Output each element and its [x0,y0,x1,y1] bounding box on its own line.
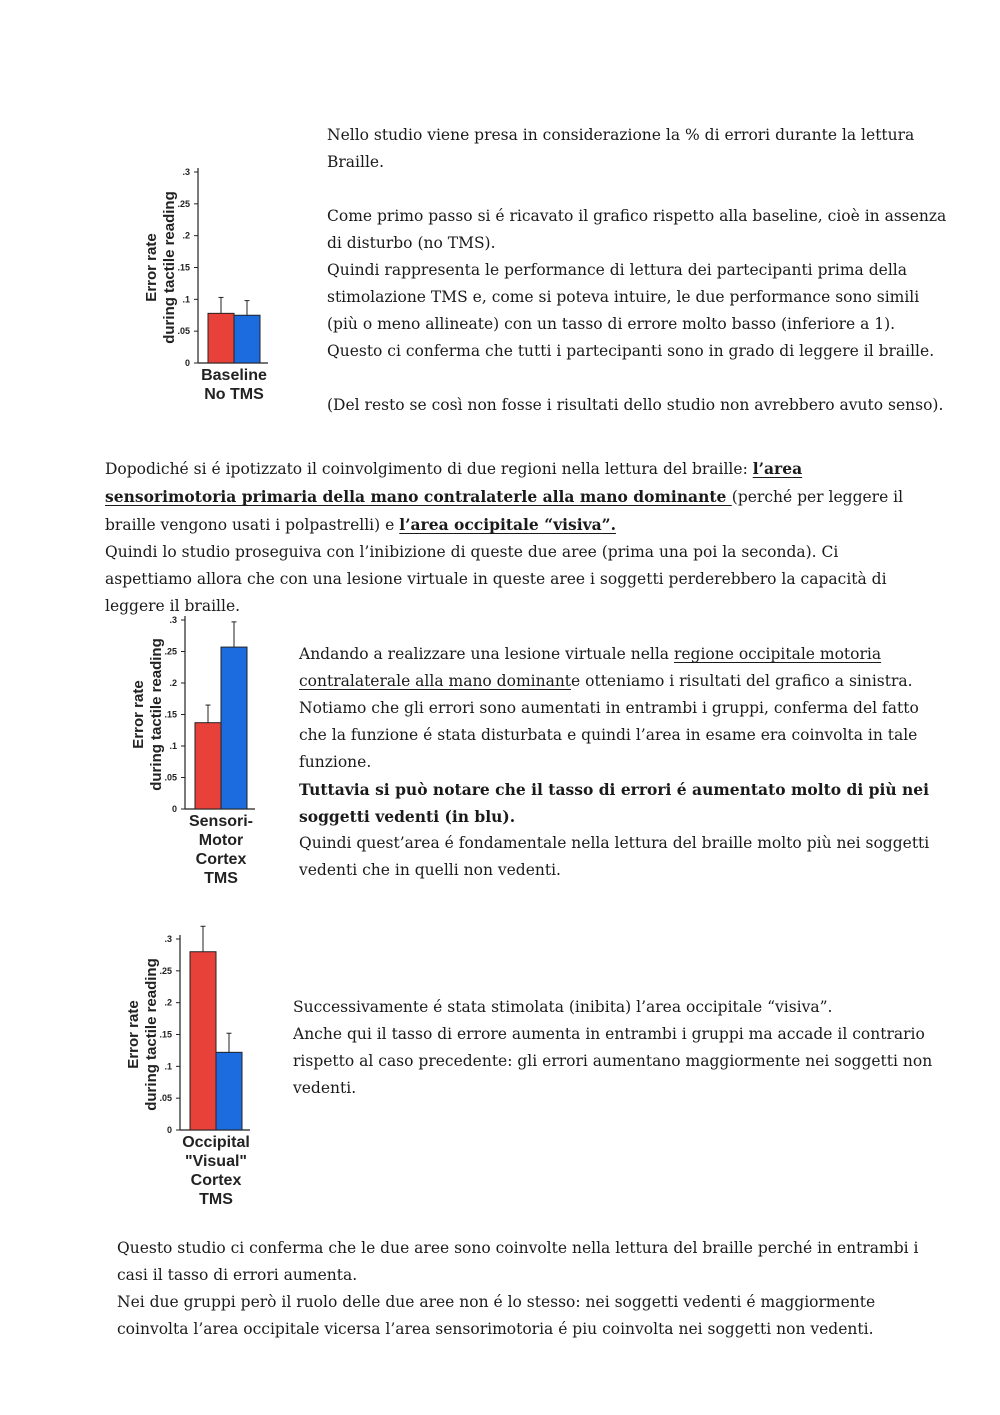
x-category-label: Cortex [190,1172,242,1189]
y-tick-label: .25 [164,646,177,657]
y-tick-label: .3 [169,615,177,625]
y-tick-label: .1 [182,294,190,305]
y-axis-label: Error rate [143,233,160,302]
y-tick-label: .2 [164,997,172,1008]
sighted-emphasis-paragraph: Tuttavia si può notare che il tasso di errori é aumentato molto di più nei soggetti vedenti (in blu). [299,780,930,826]
y-tick-label: .3 [164,934,172,944]
motor-region-underlined: regione occipitale motoria contralaterale alla mano dominant [299,645,882,690]
y-tick-label: .3 [182,167,190,177]
occipital-chart-svg [97,925,277,1220]
y-tick-label: 0 [171,804,177,814]
summary-paragraph-2: Nei due gruppi però il ruolo delle due aree non é lo stesso: nei soggetti vedenti é maggiormente coinvolta l’area occipitale vicersa l’area sensorimotoria é piu coinvolta nei soggetti non vedenti. [117,1293,876,1338]
x-category-label: TMS [199,1191,233,1208]
summary-paragraph-1: Questo studio ci conferma che le due aree sono coinvolte nella lettura del braille perché in entrambi i casi il tasso di errori aumenta. [117,1239,919,1284]
lesion-text-2: e otteniamo i risultati del grafico a sinistra. [571,672,913,690]
y-tick-label: .25 [159,965,172,976]
bar-blind [208,313,234,363]
contrary-result-paragraph: Anche qui il tasso di errore aumenta in entrambi i gruppi ma accade il contrario rispetto al caso precedente: gli errori aumentano maggiormente nei soggetti non vedenti. [293,1025,933,1097]
errors-paragraph: Notiamo che gli errori sono aumentati in entrambi i gruppi, conferma del fatto che la funzione é stata disturbata e quindi l’area in esame era coinvolta in tale funzione. [299,699,919,771]
y-axis-label: during tactile reading [143,958,160,1111]
y-axis-label: during tactile reading [161,191,178,344]
x-category-label: Occipital [182,1134,250,1151]
y-tick-label: .15 [159,1029,172,1040]
x-category-label: Cortex [195,851,247,868]
section1-text [327,122,952,419]
y-tick-label: .2 [169,678,177,688]
intro-paragraph: Nello studio viene presa in considerazione la % di errori durante la lettura Braille. [327,126,915,171]
bar-sighted [221,647,247,809]
y-tick-label: .1 [169,741,177,751]
y-tick-label: .1 [164,1061,172,1072]
x-category-label: Baseline [201,367,267,384]
y-tick-label: .2 [182,230,190,241]
inhibition-paragraph: Quindi lo studio proseguiva con l’inibizione di queste due aree (prima una poi la seconda). Ci aspettiamo allora che con una lesione virtuale in queste aree i soggetti perderebbero la capacità di leggere il braille. [105,543,887,615]
occipital-chart [97,925,277,1220]
performance-paragraph: Quindi rappresenta le performance di lettura dei partecipanti prima della stimolazione TMS e, come si poteva intuire, le due performance sono simili (più o meno allineate) con un tasso di errore molto basso (inferiore a 1). [327,261,920,333]
x-category-label: No TMS [204,386,264,403]
y-tick-label: 0 [184,358,190,368]
baseline-chart-svg [120,158,300,408]
y-tick-label: .15 [177,262,190,273]
hypothesis-text-2: (perché per leggere il braille vengono usati i polpastrelli) e [105,488,904,534]
visual-cortex-paragraph: Successivamente é stata stimolata (inibita) l’area occipitale “visiva”. [293,998,833,1016]
y-tick-label: 0 [166,1125,172,1135]
section3-text [299,641,944,884]
y-tick-label: .15 [164,709,177,720]
sensorimotor-chart-svg [97,606,277,896]
y-axis-label: Error rate [125,1000,142,1069]
lesion-paragraph [299,641,944,695]
occipital-area-emphasis: l’area occipitale “visiva”. [399,515,616,534]
section5-text [117,1235,937,1343]
y-tick-label: .05 [164,772,177,783]
y-tick-label: .25 [177,198,190,209]
bar-sighted [216,1052,242,1130]
section4-text [293,994,958,1102]
x-category-label: Sensori- [188,813,254,830]
y-tick-label: .05 [159,1093,172,1104]
bar-blind [195,723,221,809]
x-category-label: TMS [204,870,238,887]
y-axis-label: during tactile reading [148,638,165,791]
y-tick-label: .05 [177,326,190,337]
bar-sighted [234,315,260,363]
sensorimotor-area-emphasis: l’area sensorimotoria primaria della mano contralaterle alla mano dominante [105,459,803,506]
lesion-text: Andando a realizzare una lesione virtuale nella [299,645,674,663]
note-paragraph: (Del resto se così non fosse i risultati dello studio non avrebbero avuto senso). [327,396,944,414]
baseline-chart [120,158,300,408]
conclusion-area-paragraph: Quindi quest’area é fondamentale nella lettura del braille molto più nei soggetti vedenti che in quelli non vedenti. [299,834,930,879]
section2-text [105,455,915,620]
y-axis-label: Error rate [130,680,147,749]
hypothesis-text: Dopodiché si é ipotizzato il coinvolgimento di due regioni nella lettura del braille: [105,460,753,478]
x-category-label: "Visual" [184,1153,248,1170]
hypothesis-paragraph [105,455,915,539]
baseline-paragraph: Come primo passo si é ricavato il grafico rispetto alla baseline, cioè in assenza di disturbo (no TMS). [327,207,947,252]
x-category-label: Motor [198,832,244,849]
bar-blind [190,952,216,1130]
sensorimotor-chart [97,606,277,896]
confirmation-paragraph: Questo ci conferma che tutti i partecipanti sono in grado di leggere il braille. [327,342,935,360]
